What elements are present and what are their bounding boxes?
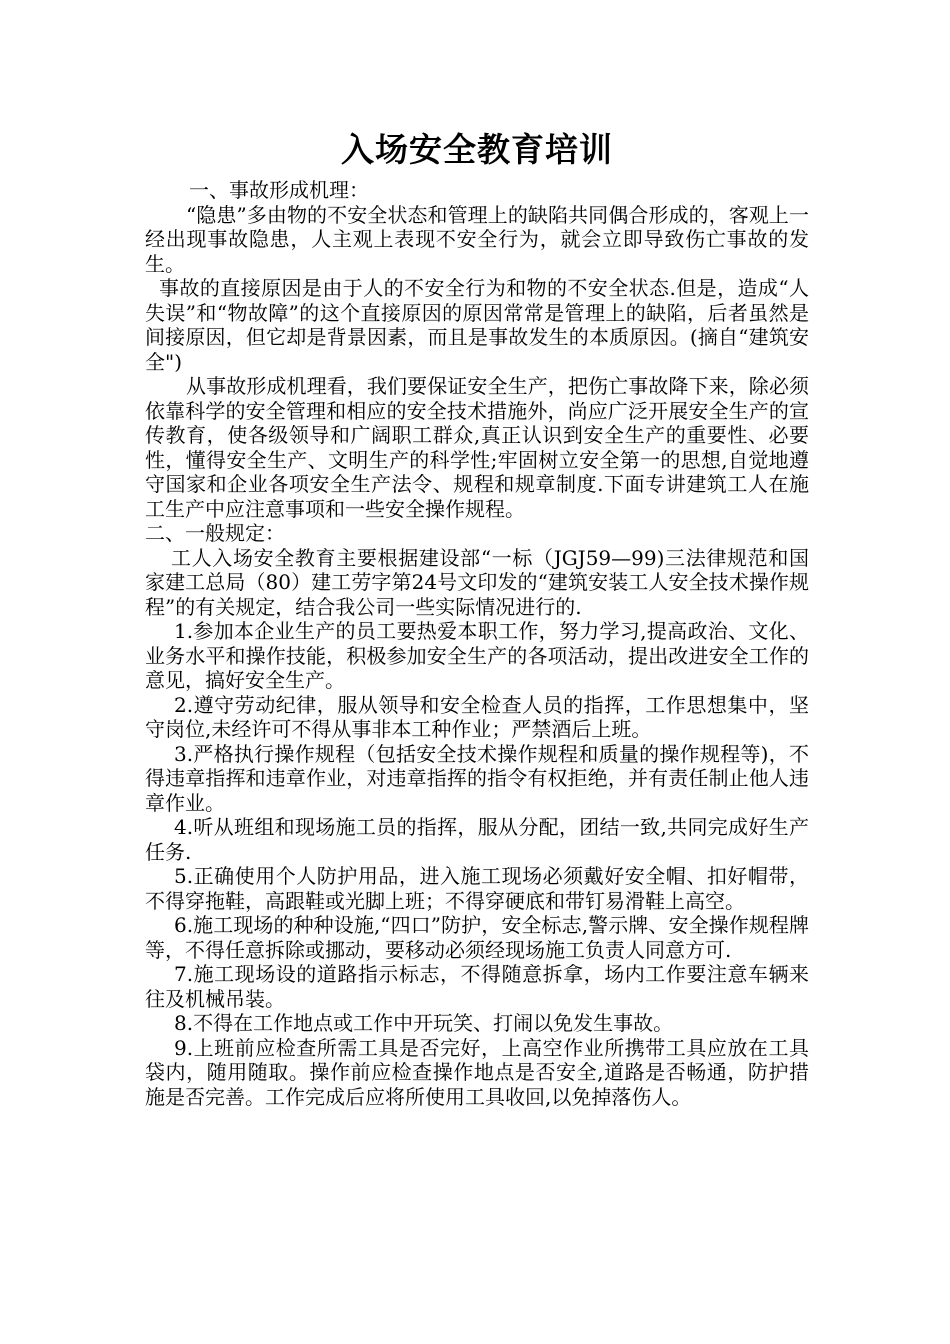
paragraph: “隐患”多由物的不安全状态和管理上的缺陷共同偶合形成的，客观上一经出现事故隐患，人主观上表现不安全行为，就会立即导致伤亡事故的发生。: [145, 202, 809, 276]
list-item: 1.参加本企业生产的员工要热爱本职工作，努力学习,提高政治、文化、业务水平和操作技能，积极参加安全生产的各项活动，提出改进安全工作的意见，搞好安全生产。: [145, 619, 809, 692]
list-item: 5.正确使用个人防护用品，进入施工现场必须戴好安全帽、扣好帽带，不得穿拖鞋，高跟鞋或光脚上班；不得穿硬底和带钉易滑鞋上高空。: [145, 864, 809, 913]
list-item: 3.严格执行操作规程（包括安全技术操作规程和质量的操作规程等)，不得违章指挥和违章作业，对违章指挥的指令有权拒绝，并有责任制止他人违章作业。: [145, 741, 809, 815]
document-title: 入场安全教育培训: [341, 130, 613, 169]
paragraph: 工人入场安全教育主要根据建设部“一标（JGJ59—99)三法律规范和国家建工总局（80）建工劳字第24号文印发的“建筑安装工人安全技术操作规程”的有关规定，结合我公司一些实际情况进行的.: [145, 545, 809, 619]
list-item: 8.不得在工作地点或工作中开玩笑、打闹以免发生事故。: [174, 1011, 674, 1035]
section-heading-1: 一、事故形成机理：: [189, 178, 369, 202]
document-page: [145, 122, 809, 1109]
list-item: 7.施工现场设的道路指示标志，不得随意拆拿，场内工作要注意车辆来往及机械吊装。: [145, 962, 809, 1011]
paragraph: 从事故形成机理看，我们要保证安全生产，把伤亡事故降下来，除必须依靠科学的安全管理和相应的安全技术措施外，尚应广泛开展安全生产的宣传教育，使各级领导和广阔职工群众,真正认识到安全生产的重要性、必要性，懂得安全生产、文明生产的科学性;牢固树立安全第一的思想,自觉地遵守国家和企业各项安全生产法令、规程和规章制度.下面专讲建筑工人在施工生产中应注意事项和一些安全操作规程。: [145, 374, 809, 521]
section-heading-2: 二、一般规定：: [145, 521, 285, 545]
list-item: 2.遵守劳动纪律，服从领导和安全检查人员的指挥，工作思想集中，坚守岗位,未经许可不得从事非本工种作业；严禁酒后上班。: [145, 692, 809, 741]
list-item: 4.听从班组和现场施工员的指挥，服从分配，团结一致,共同完成好生产任务.: [145, 815, 809, 864]
list-item: 9.上班前应检查所需工具是否完好，上高空作业所携带工具应放在工具袋内，随用随取。操作前应检查操作地点是否安全,道路是否畅通，防护措施是否完善。工作完成后应将所使用工具收回,以免掉落伤人。: [145, 1035, 809, 1109]
list-item: 6.施工现场的种种设施,“四口”防护，安全标志,警示牌、安全操作规程牌等，不得任意拆除或挪动，要移动必须经现场施工负责人同意方可.: [145, 913, 809, 962]
paragraph: 事故的直接原因是由于人的不安全行为和物的不安全状态.但是，造成“人失误”和“物故障”的这个直接原因的原因常常是管理上的缺陷，后者虽然是间接原因，但它却是背景因素，而且是事故发生的本质原因。(摘自“建筑安全"): [145, 276, 809, 374]
